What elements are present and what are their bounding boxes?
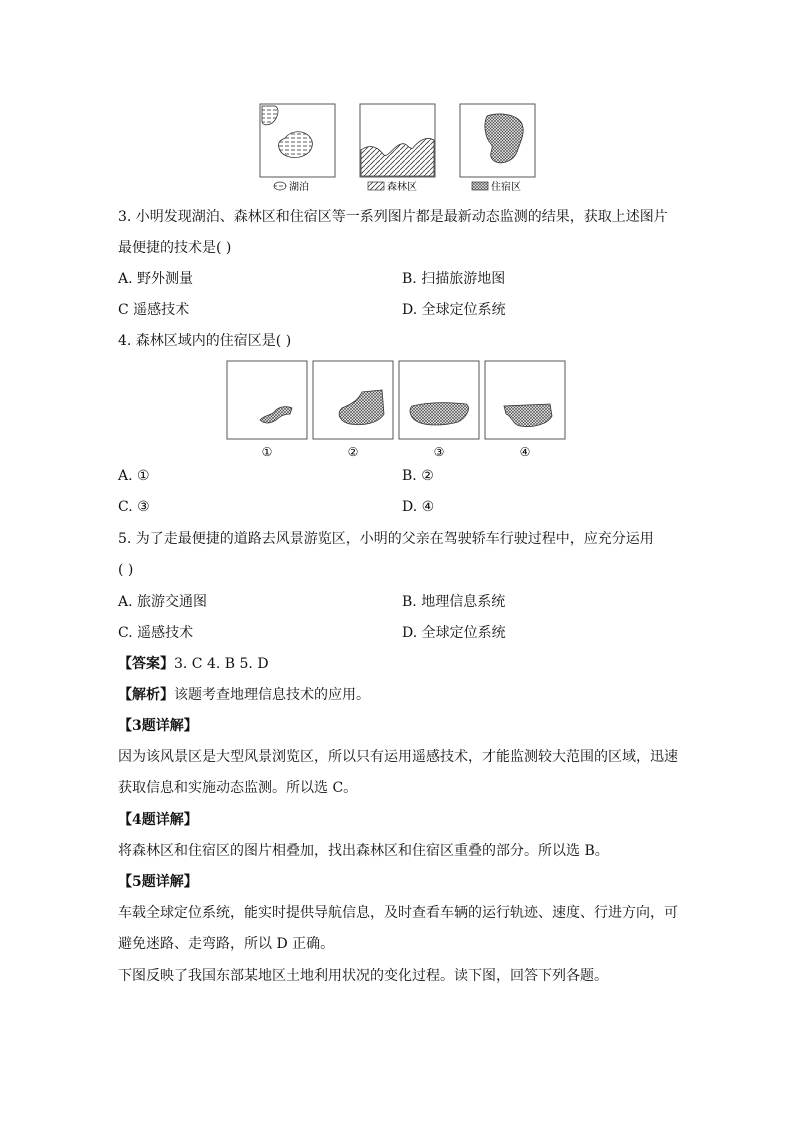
q5-option-a: A. 旅游交通图 bbox=[118, 594, 208, 610]
q4-label-2: ② bbox=[347, 445, 359, 459]
detail4-line1: 将森林区和住宿区的图片相叠加，找出森林区和住宿区重叠的部分。所以选 B。 bbox=[118, 843, 609, 859]
q3-stem-line1: 3. 小明发现湖泊、森林区和住宿区等一系列图片都是最新动态监测的结果，获取上述图片 bbox=[118, 209, 668, 225]
answer-label: 【答案】 bbox=[118, 656, 174, 672]
lake-map bbox=[260, 104, 335, 177]
q4-panel-2 bbox=[313, 361, 393, 459]
q3-option-d: D. 全球定位系统 bbox=[402, 302, 506, 318]
legend bbox=[274, 180, 521, 193]
answer-line bbox=[118, 654, 269, 674]
detail3-label: 【3题详解】 bbox=[118, 718, 198, 734]
figure-q4-options bbox=[222, 358, 570, 460]
q4-stem: 4. 森林区域内的住宿区是( ) bbox=[118, 333, 292, 349]
q5-stem-line2: ( ) bbox=[118, 562, 134, 578]
figure-land-maps bbox=[255, 100, 540, 196]
detail5-line2: 避免迷路、走弯路，所以 D 正确。 bbox=[118, 936, 335, 952]
legend-forest-label: 森林区 bbox=[387, 182, 417, 193]
forest-map bbox=[360, 104, 435, 177]
answer-text: 3. C 4. B 5. D bbox=[174, 656, 269, 672]
analysis-label: 【解析】 bbox=[118, 687, 174, 703]
detail5-label: 【5题详解】 bbox=[118, 874, 198, 890]
q4-label-4: ④ bbox=[519, 445, 531, 459]
detail3-line1: 因为该风景区是大型风景浏览区，所以只有运用遥感技术，才能监测较大范围的区域，迅速 bbox=[118, 749, 678, 765]
q3-option-b: B. 扫描旅游地图 bbox=[402, 271, 506, 287]
q4-label-1: ① bbox=[261, 445, 273, 459]
detail5-line1: 车载全球定位系统，能实时提供导航信息，及时查看车辆的运行轨迹、速度、行进方向，可 bbox=[118, 905, 678, 921]
legend-lake-label: 湖泊 bbox=[289, 182, 309, 193]
q5-option-b: B. 地理信息系统 bbox=[402, 594, 506, 610]
q5-option-d: D. 全球定位系统 bbox=[402, 625, 506, 641]
q5-stem-line1: 5. 为了走最便捷的道路去风景游览区，小明的父亲在驾驶轿车行驶过程中，应充分运用 bbox=[118, 531, 654, 547]
q4-panel-3 bbox=[399, 361, 479, 459]
q3-option-a: A. 野外测量 bbox=[118, 271, 194, 287]
q5-option-c: C. 遥感技术 bbox=[118, 625, 194, 641]
analysis-text: 该题考查地理信息技术的应用。 bbox=[174, 687, 370, 703]
legend-housing-swatch bbox=[472, 182, 488, 190]
analysis-line bbox=[118, 685, 370, 705]
legend-housing-label: 住宿区 bbox=[491, 182, 521, 193]
legend-lake-swatch bbox=[274, 182, 286, 190]
legend-forest-swatch bbox=[368, 182, 384, 190]
q4-option-b: B. ② bbox=[402, 468, 434, 484]
detail3-line2: 获取信息和实施动态监测。所以选 C。 bbox=[118, 780, 358, 796]
detail4-label: 【4题详解】 bbox=[118, 812, 198, 828]
q4-panel-4 bbox=[485, 361, 565, 459]
q3-option-c: C 遥感技术 bbox=[118, 302, 190, 318]
next-question-intro: 下图反映了我国东部某地区土地利用状况的变化过程。读下图，回答下列各题。 bbox=[118, 968, 608, 984]
q4-option-a: A. ① bbox=[118, 468, 150, 484]
q4-panel-1 bbox=[227, 361, 307, 459]
q4-label-3: ③ bbox=[433, 445, 445, 459]
q4-option-c: C. ③ bbox=[118, 499, 150, 515]
housing-map bbox=[460, 104, 535, 177]
q3-stem-line2: 最便捷的技术是( ) bbox=[118, 240, 232, 256]
q4-option-d: D. ④ bbox=[402, 499, 435, 515]
